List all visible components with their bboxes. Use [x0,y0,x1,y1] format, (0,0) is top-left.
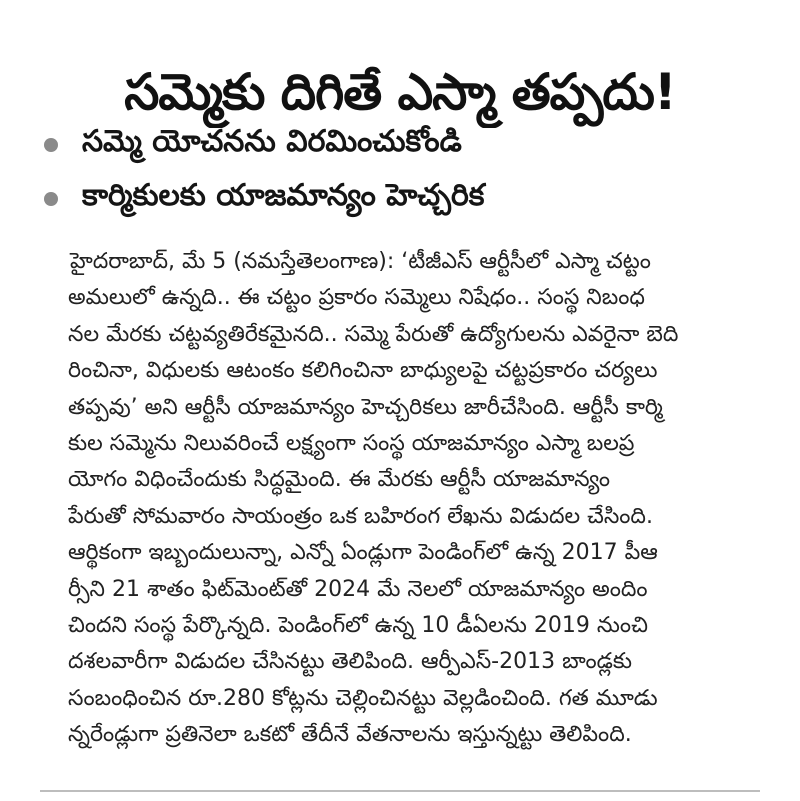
body-line: యోగం విధించేందుకు సిద్ధమైంది. ఈ మేరకు ఆర్టీసీ యాజమాన్యం [68,467,611,493]
body-line: న్నరేండ్లుగా ప్రతినెలా ఒకటో తేదీనే వేతనాలను ఇస్తున్నట్టు తెలిపింది. [68,722,632,748]
body-line: నల మేరకు చట్టవ్యతిరేకమైనది.. సమ్మె పేరుతో ఉద్యోగులను ఎవరైనా బెది [68,321,679,347]
bullet-icon [44,192,58,206]
subhead-list [40,118,760,226]
body-line: దశలవారీగా విడుదల చేసినట్టు తెలిపింది. ఆర్పీఎస్-2013 బాండ్లకు [68,649,632,675]
body-line: ర్సీని 21 శాతం ఫిట్‌మెంట్‌తో 2024 మే నెలలో యాజమాన్యం అందిం [68,576,648,602]
body-line: అమలులో ఉన్నది.. ఈ చట్టం ప్రకారం సమ్మెలు నిషేధం.. సంస్థ నిబంధ [68,285,645,311]
subhead-item [40,118,760,172]
article-body [68,244,728,753]
body-line: రించినా, విధులకు ఆటంకం కలిగించినా బాధ్యులపై చట్టప్రకారం చర్యలు [68,358,658,384]
body-line: ఆర్థికంగా ఇబ్బందులున్నా, ఎన్నో ఏండ్లుగా పెండింగ్‌లో ఉన్న 2017 పీఆ [68,540,658,566]
headline: సమ్మెకు దిగితే ఎస్మా తప్పదు! [124,62,676,121]
body-line: హైదరాబాద్, మే 5 (నమస్తేతెలంగాణ): ‘టీజీఎస్ ఆర్టీసీలో ఎస్మా చట్టం [70,249,651,274]
bottom-divider [40,790,760,792]
subhead-text: కార్మికులకు యాజమాన్యం హెచ్చరిక [82,178,485,213]
body-line: చిందని సంస్థ పేర్కొన్నది. పెండింగ్‌లో ఉన్న 10 డీఏలను 2019 నుంచి [68,612,648,638]
body-line: కుల సమ్మెను నిలువరించే లక్ష్యంగా సంస్థ యాజమాన్యం ఎస్మా బలప్ర [68,430,635,456]
bullet-icon [44,138,58,152]
subhead-item [40,172,760,226]
body-line: పేరుతో సోమవారం సాయంత్రం ఒక బహిరంగ లేఖను విడుదల చేసింది. [68,503,653,529]
body-line: సంబంధించిన రూ.280 కోట్లను చెల్లించినట్టు వెల్లడించింది. గత మూడు [68,685,658,711]
subhead-text: సమ్మె యోచనను విరమించుకోండి [82,124,462,159]
body-line: తప్పవు’ అని ఆర్టీసీ యాజమాన్యం హెచ్చరికలు జారీచేసింది. ఆర్టీసీ కార్మి [68,394,663,420]
